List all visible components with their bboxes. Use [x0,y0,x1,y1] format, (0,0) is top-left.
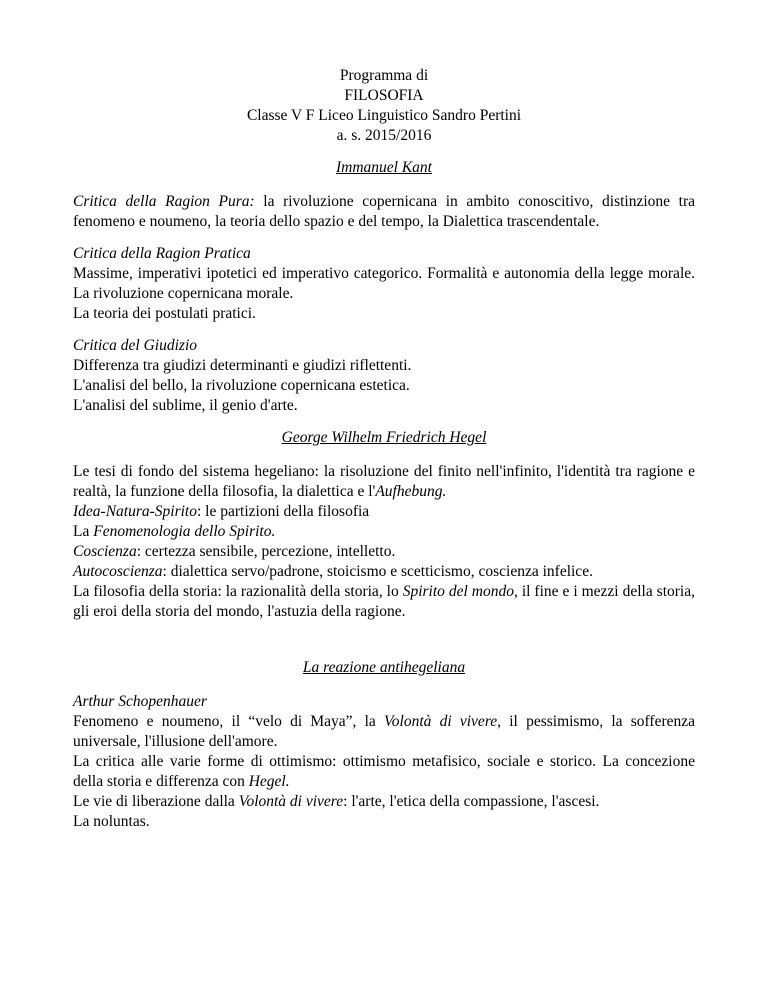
heading-giudizio: Critica del Giudizio [73,337,197,354]
block-hegel [73,462,695,622]
header-line-1: Programma di [339,67,429,84]
header-subject: FILOSOFIA [344,87,424,104]
text-ragion-pura: la rivoluzione copernicana in ambito conoscitivo, distinzione tra fenomeno e noumeno, la teoria dello spazio e del tempo, la Dialettica trascendentale. [73,193,695,230]
hegel-p1-italic: Aufhebung. [375,483,447,500]
schopenhauer-l2-italic: Hegel. [248,773,290,790]
hegel-p3-text: La [73,523,94,540]
hegel-paragraph-2 [73,502,695,522]
text-giudizio-2: L'analisi del bello, la rivoluzione copernicana estetica. [73,377,410,394]
schopenhauer-l2-a: La critica alle varie forme di ottimismo: ottimismo metafisico, sociale e storico. La concezione della storia e differenza con [73,753,695,790]
schopenhauer-line-1 [73,712,695,752]
paragraph-ragion-pura [73,192,695,232]
schopenhauer-l3-a: Le vie di liberazione dalla [73,793,239,810]
schopenhauer-line-2 [73,752,695,792]
text-giudizio-3: L'analisi del sublime, il genio d'arte. [73,397,298,414]
document-page [73,66,695,832]
hegel-p2-italic: Idea-Natura-Spirito [73,503,197,520]
heading-ragion-pratica: Critica della Ragion Pratica [73,245,251,262]
schopenhauer-l1-italic: Volontà di vivere [384,713,498,730]
hegel-p1-text: Le tesi di fondo del sistema hegeliano: la risoluzione del finito nell'infinito, l'identità tra ragione e realtà, la funzione della filosofia, la dialettica e l' [73,463,695,500]
heading-schopenhauer: Arthur Schopenhauer [73,693,207,710]
hegel-paragraph-1 [73,462,695,502]
section-title-antihegel: La reazione antihegeliana [302,659,466,676]
schopenhauer-l3-b: : l'arte, l'etica della compassione, l'ascesi. [343,793,600,810]
hegel-p6-italic: Spirito del mondo [402,583,514,600]
hegel-p6-text-b: , il fine e i mezzi della storia, gli eroi della storia del mondo, l'astuzia della ragione. [73,583,695,620]
hegel-p4-text: : certezza sensibile, percezione, intelletto. [136,543,396,560]
text-ragion-pratica-2: La teoria dei postulati pratici. [73,305,256,322]
hegel-paragraph-5 [73,562,695,582]
schopenhauer-l3-italic: Volontà di vivere [238,793,344,810]
text-giudizio-1: Differenza tra giudizi determinanti e giudizi riflettenti. [73,357,412,374]
schopenhauer-line-3 [73,792,695,812]
section-title-hegel: George Wilhelm Friedrich Hegel [281,429,487,446]
block-schopenhauer [73,692,695,832]
block-ragion-pratica [73,244,695,324]
hegel-paragraph-3 [73,522,695,542]
hegel-p6-text-a: La filosofia della storia: la razionalità della storia, lo [73,583,403,600]
hegel-p2-text: : le partizioni della filosofia [197,503,370,520]
header-school-year: a. s. 2015/2016 [336,127,432,144]
document-header [73,66,695,146]
hegel-p3-italic: Fenomenologia dello Spirito. [93,523,276,540]
schopenhauer-l1-b: , il pessimismo, la sofferenza universale, l'illusione dell'amore. [73,713,696,750]
block-giudizio [73,336,695,416]
hegel-p5-text: : dialettica servo/padrone, stoicismo e scetticismo, coscienza infelice. [162,563,593,580]
text-ragion-pratica-1: Massime, imperativi ipotetici ed imperativo categorico. Formalità e autonomia della legge morale. La rivoluzione copernicana morale. [73,265,695,302]
header-class: Classe V F Liceo Linguistico Sandro Pertini [246,107,522,124]
hegel-paragraph-6 [73,582,695,622]
schopenhauer-line-4: La noluntas. [73,813,150,830]
hegel-paragraph-4 [73,542,695,562]
heading-ragion-pura: Critica della Ragion Pura: [73,193,255,210]
hegel-p4-italic: Coscienza [73,543,137,560]
hegel-p5-italic: Autocoscienza [73,563,163,580]
schopenhauer-l1-a: Fenomeno e noumeno, il “velo di Maya”, la [73,713,385,730]
section-title-kant: Immanuel Kant [335,159,432,176]
